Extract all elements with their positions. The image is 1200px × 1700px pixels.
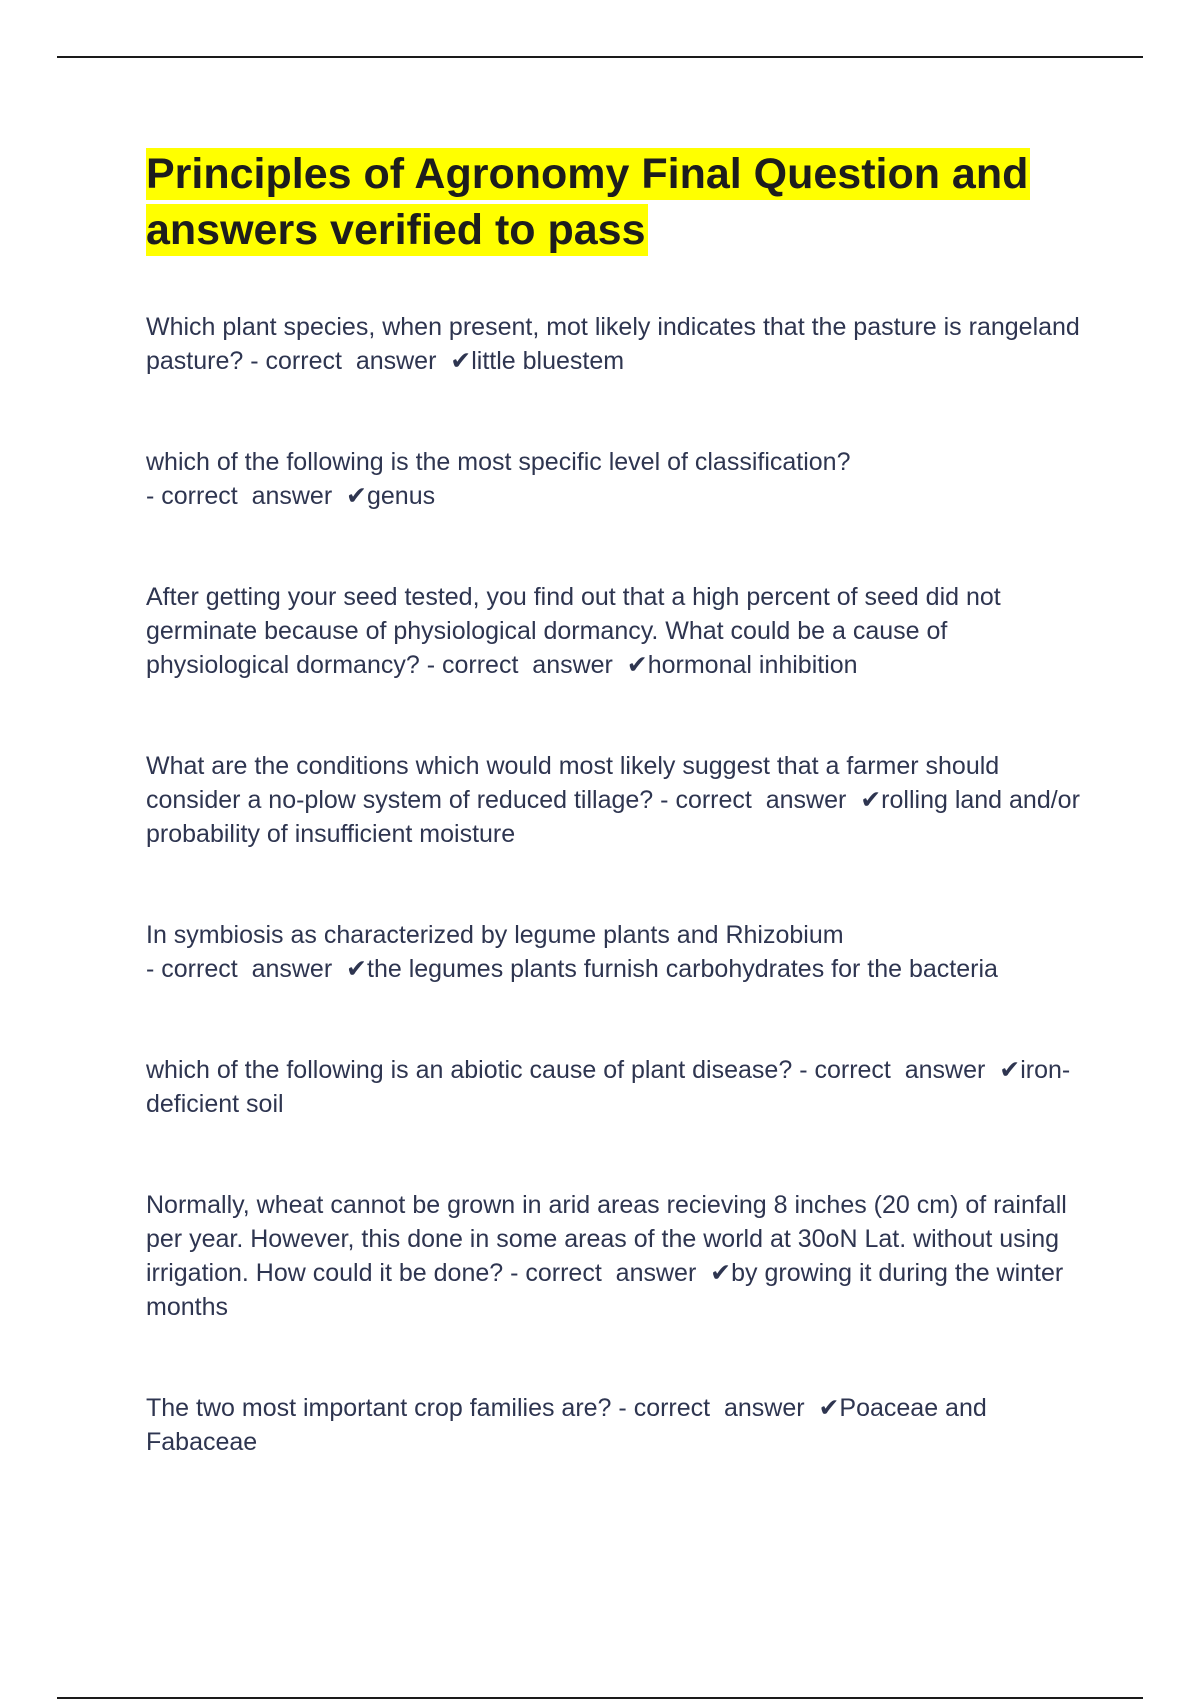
answer-marker: - correct answer ✔ xyxy=(618,1394,840,1422)
answer-marker: - correct answer ✔ xyxy=(510,1259,732,1287)
answer-text: little bluestem xyxy=(471,347,625,375)
qa-item xyxy=(146,1188,1086,1324)
top-rule xyxy=(57,56,1143,58)
qa-item xyxy=(146,580,1086,682)
answer-text: iron-deficient soil xyxy=(146,1056,1071,1118)
question-text: Which plant species, when present, mot likely indicates that the pasture is rangeland pasture? xyxy=(146,313,1080,375)
qa-item xyxy=(146,918,1086,986)
question-text: Normally, wheat cannot be grown in arid areas recieving 8 inches (20 cm) of rainfall per year. However, this done in some areas of the world at 30oN Lat. without using irrigation. How could it be done? xyxy=(146,1191,1067,1287)
bottom-rule xyxy=(57,1697,1143,1699)
question-text: After getting your seed tested, you find out that a high percent of seed did not germinate because of physiological dormancy. What could be a cause of physiological dormancy? xyxy=(146,583,1001,679)
answer-marker: - correct answer ✔ xyxy=(426,651,648,679)
qa-item xyxy=(146,1391,1086,1459)
answer-text: by growing it during the winter months xyxy=(146,1259,1064,1321)
answer-marker: - correct answer ✔ xyxy=(146,482,367,510)
qa-item xyxy=(146,445,1086,513)
question-text: which of the following is the most specific level of classification? xyxy=(146,448,851,476)
answer-marker: - correct answer ✔ xyxy=(146,955,367,983)
document-body xyxy=(146,146,1086,1459)
question-text: In symbiosis as characterized by legume plants and Rhizobium xyxy=(146,921,844,949)
document-title xyxy=(146,146,1086,258)
answer-marker: - correct answer ✔ xyxy=(799,1056,1021,1084)
qa-list xyxy=(146,310,1086,1459)
answer-text: Poaceae and Fabaceae xyxy=(146,1394,987,1456)
title-highlight: Principles of Agronomy Final Question and answers verified to pass xyxy=(146,150,1029,254)
answer-text: hormonal inhibition xyxy=(647,651,858,679)
qa-item xyxy=(146,310,1086,378)
answer-text: rolling land and/or probability of insufficient moisture xyxy=(146,786,1080,848)
answer-marker: - correct answer ✔ xyxy=(660,786,882,814)
qa-item xyxy=(146,749,1086,851)
answer-marker: - correct answer ✔ xyxy=(250,347,472,375)
answer-text: the legumes plants furnish carbohydrates for the bacteria xyxy=(367,955,998,983)
qa-item xyxy=(146,1053,1086,1121)
answer-text: genus xyxy=(367,482,436,510)
question-text: The two most important crop families are? xyxy=(146,1394,612,1422)
question-text: which of the following is an abiotic cause of plant disease? xyxy=(146,1056,793,1084)
question-text: What are the conditions which would most likely suggest that a farmer should consider a no-plow system of reduced tillage? xyxy=(146,752,1000,814)
